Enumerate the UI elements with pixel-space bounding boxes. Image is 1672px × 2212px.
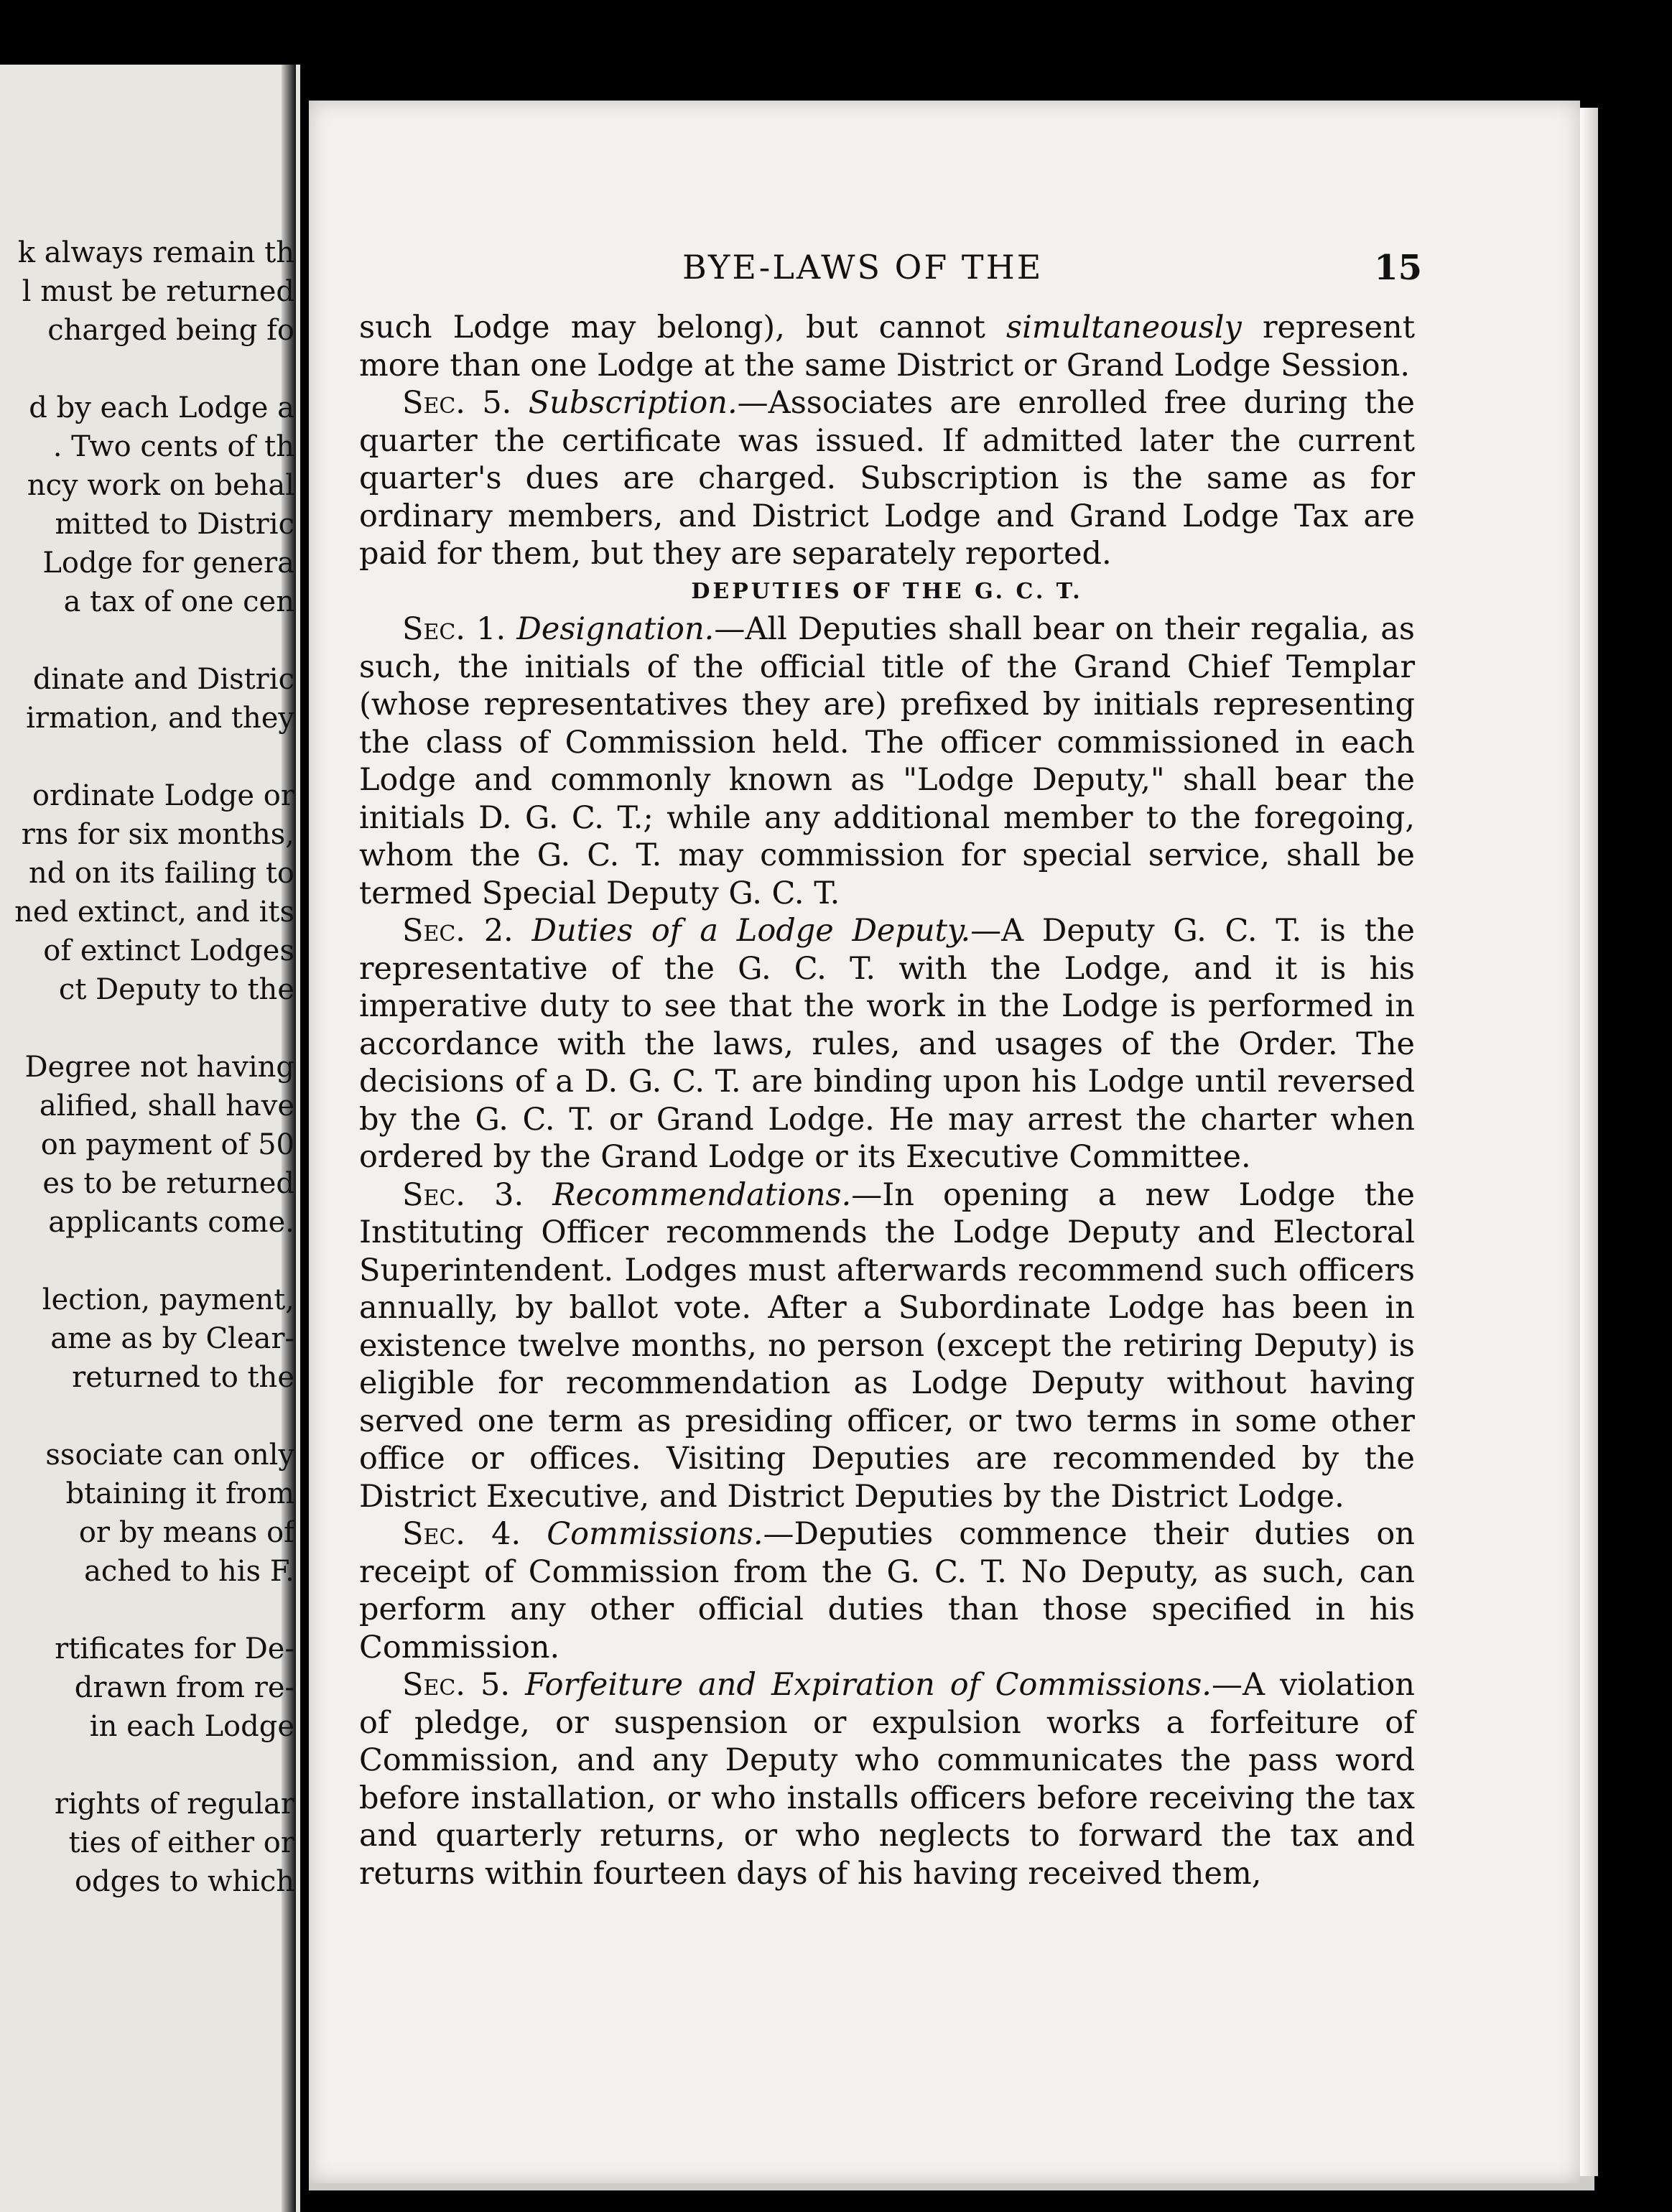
left-page-gap [0, 738, 294, 776]
left-page-line: ssociate can only [45, 1439, 294, 1472]
section-commissions [359, 1515, 1415, 1666]
section-label: Sec. 5. [402, 1667, 511, 1703]
left-page-line: nd on its failing to [28, 857, 294, 890]
left-page-line: Lodge for genera [42, 547, 294, 580]
left-page-line: mitted to Distric [55, 508, 294, 541]
left-page-gap [0, 1009, 294, 1048]
left-page-gap [0, 621, 294, 660]
left-page-line: in each Lodge [89, 1710, 294, 1743]
section-label: Sec. 5. [402, 385, 512, 421]
left-page-line: lection, payment, [42, 1283, 294, 1316]
left-page-line: charged being fo [47, 314, 294, 347]
page-header [309, 248, 1422, 291]
section-title: Forfeiture and Expiration of Commissions. [525, 1667, 1212, 1703]
section-label: Sec. 4. [402, 1516, 521, 1552]
left-page-line: odges to which [74, 1865, 294, 1898]
section-title: Recommendations. [552, 1176, 852, 1213]
left-page-line: ordinate Lodge or [32, 779, 294, 812]
left-page-line: k always remain th [17, 236, 294, 269]
left-page-line: . Two cents of th [52, 430, 294, 463]
section-label: Sec. 1. [402, 611, 506, 647]
left-page-line: returned to the [72, 1361, 294, 1394]
left-page-line: l must be returned [22, 275, 294, 308]
left-page-text [0, 233, 294, 1901]
page-number: 15 [1374, 248, 1422, 288]
left-page-gap [0, 1746, 294, 1785]
section-title: Designation. [516, 611, 715, 647]
section-designation [359, 610, 1415, 912]
left-page-line: a tax of one cen [63, 585, 294, 618]
section-duties [359, 912, 1415, 1176]
left-page-line: ned extinct, and its [14, 896, 294, 929]
left-page-gap [0, 1591, 294, 1630]
section-label: Sec. 2. [402, 913, 514, 949]
left-page-line: es to be returned [42, 1167, 294, 1200]
subheading: DEPUTIES OF THE G. C. T. [691, 578, 1083, 604]
left-page-line: ct Deputy to the [58, 973, 294, 1006]
section-label: Sec. 3. [402, 1176, 524, 1213]
left-page-line: drawn from re- [74, 1671, 294, 1704]
left-page-line: applicants come. [48, 1206, 294, 1239]
paragraph-continuation: such Lodge may belong), but cannot simultaneously represent more than one Lodge at the same District or Grand Lodge Session. [359, 310, 1415, 384]
left-page-gap [0, 1242, 294, 1281]
section-text: —All Deputies shall bear on their regalia, as such, the initials of the official title of the Grand Chief Templar (whose representatives they are) prefixed by initials representing the class of Commission held. The officer commissioned in each Lodge and commonly known as "Lodge Deputy," shall bear the initials D. G. C. T.; while any additional member to the foregoing, whom the G. C. T. may commission for special service, shall be termed Special Deputy G. C. T. [359, 611, 1415, 911]
left-page-line: d by each Lodge a [29, 391, 294, 424]
section-text: —Associates are enrolled free during the quarter the certificate was issued. If admitted later the current quarter's dues are charged. Subscription is the same as for ordinary members, and District Lodge and Grand Lodge Tax are paid for them, but they are separately reported. [359, 385, 1415, 572]
emphasis: simultaneously [1006, 310, 1242, 345]
left-page-line: rtificates for De- [55, 1632, 294, 1665]
section-title: Duties of a Lodge Deputy. [531, 913, 971, 949]
left-page-line: on payment of 50 [40, 1128, 294, 1161]
left-page-line: ties of either or [68, 1826, 294, 1859]
section-text: —Deputies commence their duties on receipt of Commission from the G. C. T. No Deputy, as such, can perform any other official duties than those specified in his Commission. [359, 1516, 1415, 1665]
left-page-line: alified, shall have [39, 1089, 294, 1123]
left-page-line: ached to his F. [84, 1555, 294, 1588]
left-page-line: ncy work on behal [27, 469, 294, 502]
section-title: Commissions. [547, 1516, 763, 1552]
left-page-line: btaining it from [65, 1477, 294, 1510]
section-text: —A Deputy G. C. T. is the representative of the G. C. T. with the Lodge, and it is his imperative duty to see that the work in the Lodge is performed in accordance with the laws, rules, and usages of the Order. The decisions of a D. G. C. T. are binding upon his Lodge until reversed by the G. C. T. or Grand Lodge. He may arrest the charter when ordered by the Grand Lodge or its Executive Committee. [359, 913, 1415, 1175]
left-page-line: rns for six months, [21, 818, 294, 851]
section-title: Subscription. [528, 385, 738, 421]
left-page-line: irmation, and they [26, 702, 294, 735]
section-text: —A violation of pledge, or suspension or expulsion works a forfeiture of Commission, and any Deputy who communicates the pass word before installation, or who installs officers before receiving the tax and quarterly returns, or who neglects to forward the tax and returns within fourteen days of his having received them, [359, 1667, 1415, 1892]
left-page-line: rights of regular [54, 1788, 294, 1821]
running-title: BYE-LAWS OF THE [682, 248, 1044, 287]
left-page-gap [0, 350, 294, 389]
body-text [359, 309, 1415, 1892]
section-subscription [359, 384, 1415, 573]
section-text: —In opening a new Lodge the Instituting Officer recommends the Lodge Deputy and Electoral Superintendent. Lodges must afterwards recommend such officers annually, by ballot vote. After a Subordinate Lodge has been in existence twelve months, no person (except the retiring Deputy) is eligible for recommendation as Lodge Deputy without having served one term as presiding officer, or two terms in some other office or offices. Visiting Deputies are recommended by the District Executive, and District Deputies by the District Lodge. [359, 1176, 1415, 1515]
left-page-line: of extinct Lodges [43, 934, 294, 967]
left-page-line: Degree not having [24, 1051, 294, 1084]
left-page-line: or by means of [78, 1516, 294, 1549]
section-forfeiture [359, 1666, 1415, 1892]
left-page-gap [0, 1397, 294, 1436]
left-page-line: ame as by Clear- [50, 1322, 294, 1355]
section-recommendations [359, 1176, 1415, 1516]
left-page-line: dinate and Distric [32, 663, 294, 696]
